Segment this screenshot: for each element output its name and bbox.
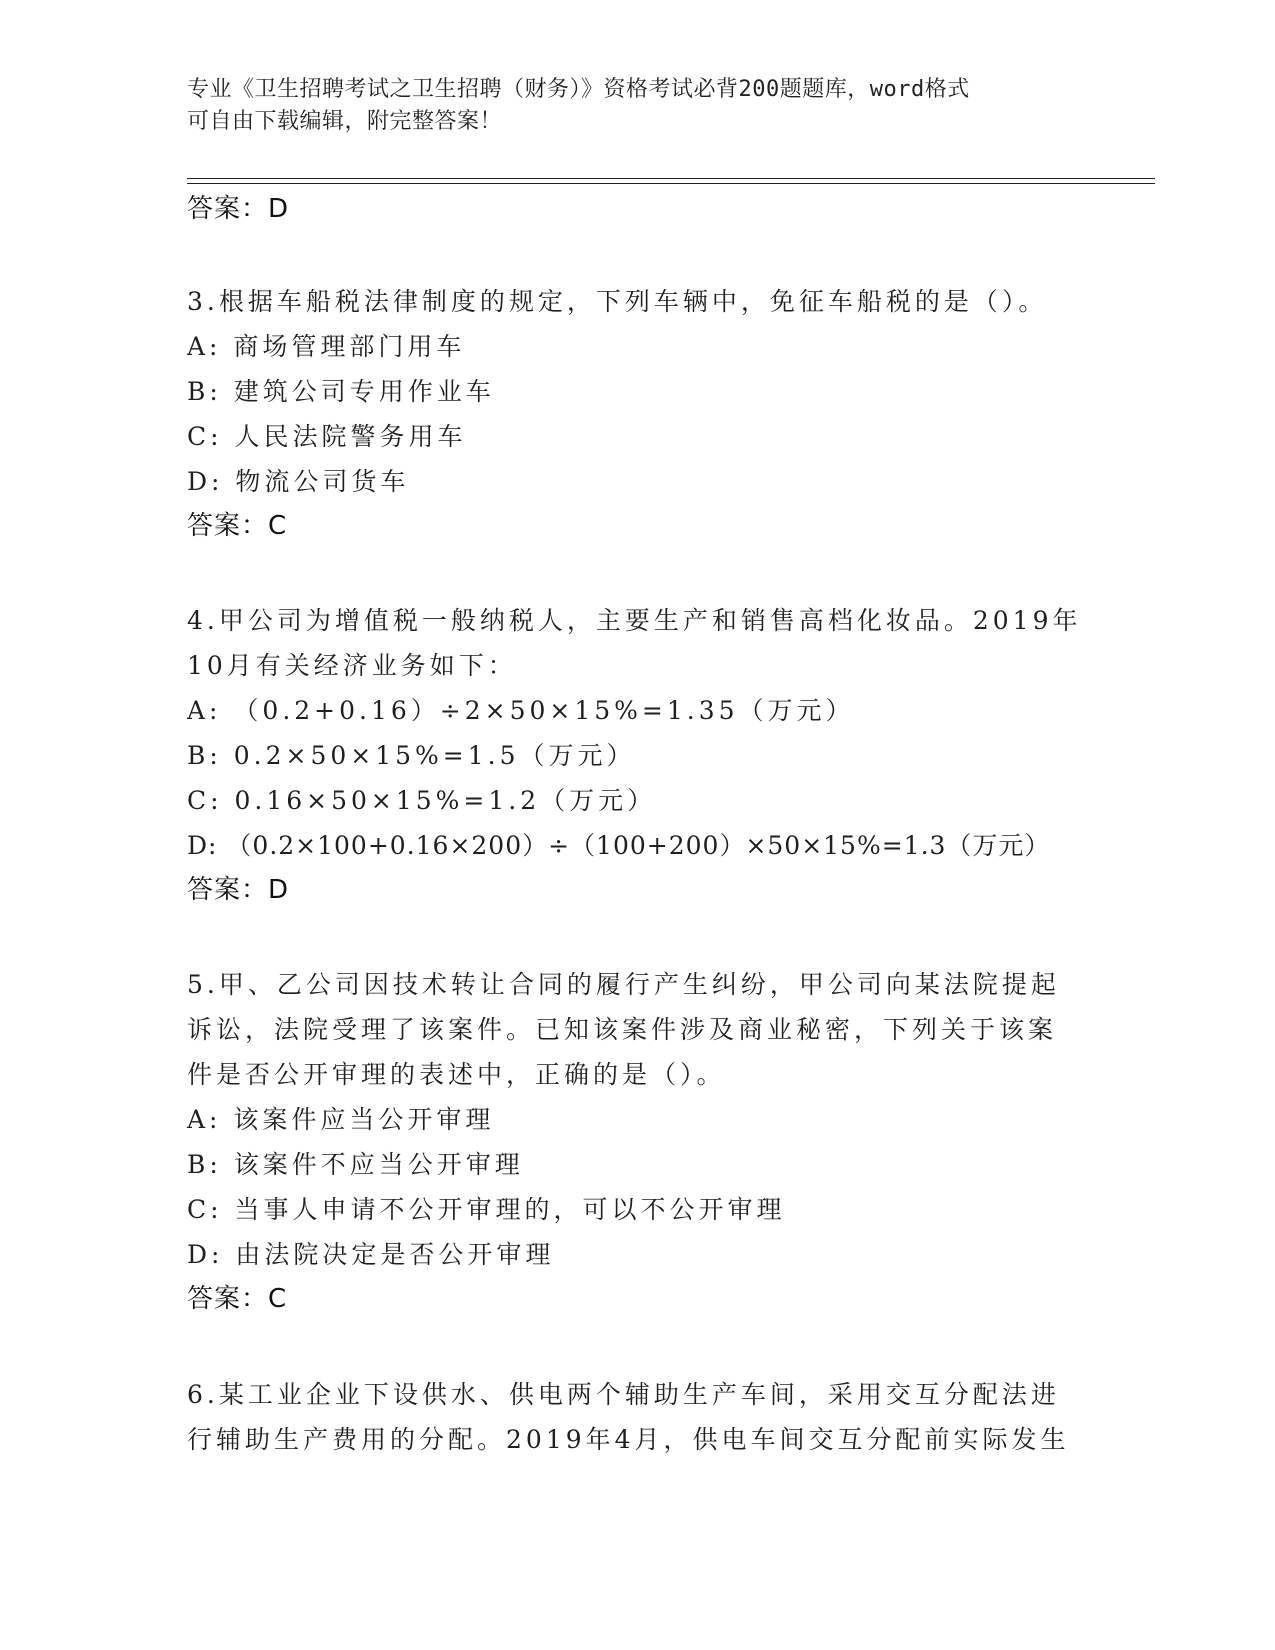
option-d: D: （0.2×100+0.16×200）÷（100+200）×50×15%=1.3（万元） [187,831,1051,860]
document-header [187,74,1067,138]
question-stem: 10月有关经济业务如下： [187,651,517,680]
option-a: A: （0.2+0.16）÷2×50×15%=1.35（万元） [187,696,855,725]
answer-line: 答案：C [187,1284,288,1314]
option-a: A: 商场管理部门用车 [187,332,466,361]
option-c: C: 0.16×50×15%=1.2（万元） [187,786,657,815]
header-line-2: 可自由下载编辑，附完整答案！ [187,109,503,134]
header-divider [187,178,1155,179]
option-b: B: 0.2×50×15%=1.5（万元） [187,741,636,770]
option-c: C: 人民法院警务用车 [187,422,467,451]
question-stem: 件是否公开审理的表述中，正确的是（）。 [187,1060,726,1089]
header-divider-second [187,183,1155,184]
question-stem: 4.甲公司为增值税一般纳税人，主要生产和销售高档化妆品。2019年 [187,606,1082,635]
option-b: B: 该案件不应当公开审理 [187,1150,524,1179]
previous-answer [187,187,1067,232]
option-b: B: 建筑公司专用作业车 [187,377,495,406]
question-4 [187,598,1082,913]
answer-line: 答案：C [187,511,288,541]
question-stem: 3.根据车船税法律制度的规定，下列车辆中，免征车船税的是（）。 [187,287,1048,316]
option-d: D: 由法院决定是否公开审理 [187,1240,555,1269]
answer-line: 答案：D [187,875,290,905]
option-a: A: 该案件应当公开审理 [187,1105,495,1134]
question-stem: 行辅助生产费用的分配。2019年4月，供电车间交互分配前实际发生 [187,1425,1070,1454]
question-stem: 诉讼，法院受理了该案件。已知该案件涉及商业秘密，下列关于该案 [187,1015,1058,1044]
question-3 [187,279,1067,549]
question-6 [187,1372,1070,1462]
question-5 [187,962,1067,1322]
question-stem: 6.某工业企业下设供水、供电两个辅助生产车间，采用交互分配法进 [187,1380,1060,1409]
option-c: C: 当事人申请不公开审理的，可以不公开审理 [187,1195,786,1224]
question-stem: 5.甲、乙公司因技术转让合同的履行产生纠纷，甲公司向某法院提起 [187,970,1060,999]
option-d: D: 物流公司货车 [187,467,410,496]
answer-line: 答案：D [187,194,290,224]
header-line-1: 专业《卫生招聘考试之卫生招聘（财务）》资格考试必背200题题库，word格式 [187,77,970,102]
